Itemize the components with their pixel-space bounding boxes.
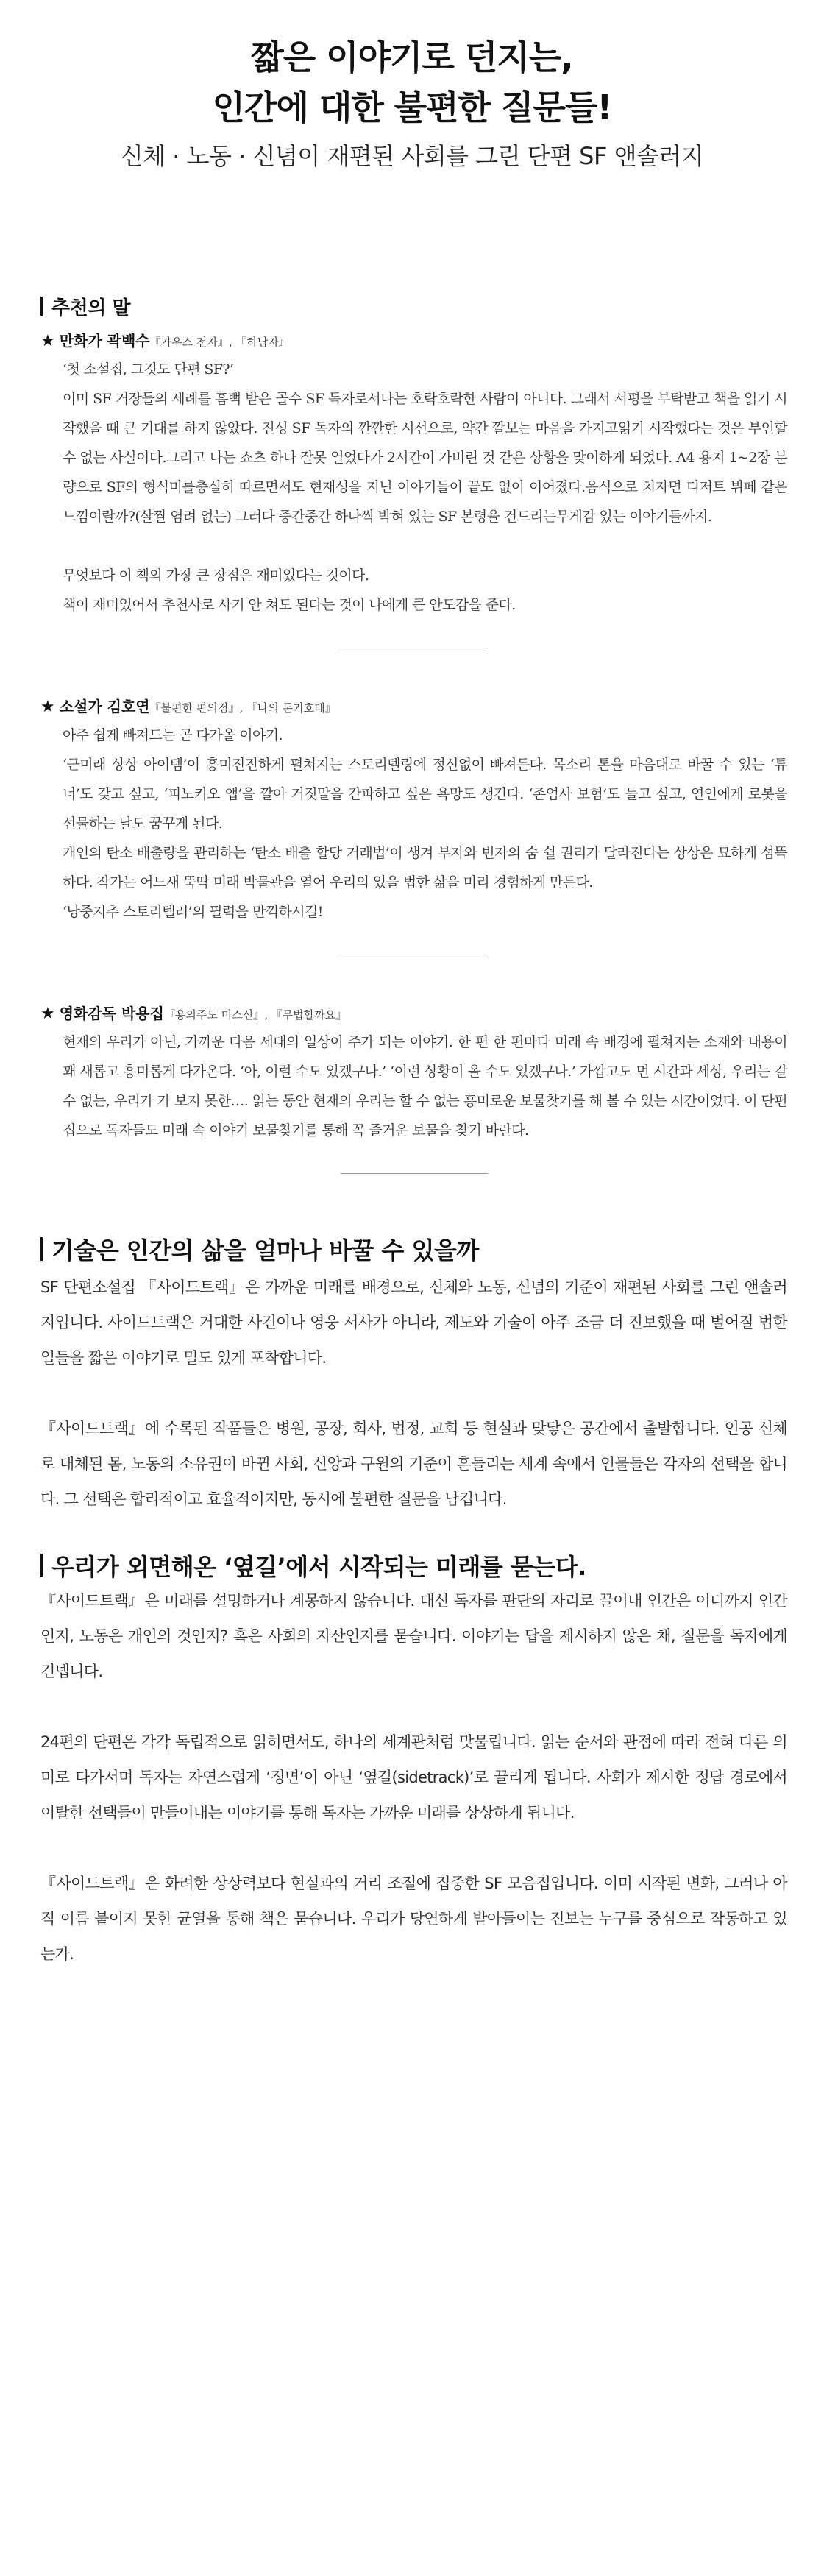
sidetrack-heading [40, 1549, 787, 1582]
hero-subtitle: 신체 · 노동 · 신념이 재편된 사회를 그린 단편 SF 앤솔러지 [120, 142, 704, 170]
recommender-books: 『용의주도 미스신』, 『무법할까요』 [163, 1008, 347, 1022]
recommender-name: 소설가 김호연 [59, 698, 150, 715]
recommendation-entry [40, 328, 787, 620]
recommendation-heading [40, 293, 787, 319]
tech-section [40, 1233, 787, 1517]
divider [341, 1173, 488, 1174]
star-icon: ★ [40, 332, 55, 350]
heading-bar [40, 1237, 43, 1261]
heading-bar [40, 1554, 43, 1577]
hero-title [0, 32, 824, 132]
recommendation-paragraph: 현재의 우리가 아닌, 가까운 다음 세대의 일상이 주가 되는 이야기. 한 편 한 편마다 미래 속 배경에 펼쳐지는 소재와 내용이 꽤 새롭고 흥미롭게 다가온다. ‘아, 이럴 수도 있겠구나.’ ‘이런 상황이 올 수도 있겠구나.’ 가깝고도 먼 시간과 세상, 우리는 갈 수 없는, 우리가 가 보지 못한…. 읽는 동안 현재의 우리는 할 수 없는 흥미로운 보물찾기를 해 볼 수 있는 시간이었다. 이 단편집으로 독자들도 미래 속 이야기 보물찾기를 통해 꼭 즐거운 보물을 찾기 바란다. [63, 1034, 787, 1139]
sidetrack-section [40, 1549, 787, 1972]
hero-title-line2: 인간에 대한 불편한 질문들! [212, 88, 612, 127]
recommendation-entry [40, 1001, 787, 1145]
recommendation-text [40, 355, 787, 620]
recommender-line [40, 694, 787, 721]
star-icon: ★ [40, 698, 55, 716]
tech-heading-text: 기술은 인간의 삶을 얼마나 바꿀 수 있을까 [52, 1236, 479, 1264]
recommendation-paragraph: 무엇보다 이 책의 가장 큰 장점은 재미있다는 것이다. [63, 567, 369, 584]
recommendation-entry [40, 694, 787, 927]
tech-heading [40, 1233, 787, 1265]
recommendation-paragraph: ‘첫 소설집, 그것도 단편 SF?’ [63, 361, 234, 378]
tech-body [40, 1270, 787, 1517]
recommendation-section [40, 293, 787, 1174]
star-icon: ★ [40, 1005, 55, 1023]
recommender-line [40, 1001, 787, 1027]
recommender-books: 『불편한 편의점』, 『나의 돈키호테』 [149, 701, 336, 715]
recommender-line [40, 328, 787, 355]
recommendation-paragraph: 아주 쉽게 빠져드는 곧 다가올 이야기. [63, 727, 283, 743]
recommendation-heading-text: 추천의 말 [52, 297, 131, 319]
sidetrack-body [40, 1583, 787, 1972]
recommendation-text [40, 1027, 787, 1145]
recommendation-paragraph: 책이 재미있어서 추천사로 사기 안 쳐도 된다는 것이 나에게 큰 안도감을 준다. [63, 597, 516, 613]
recommendation-paragraph: ‘낭중지추 스토리텔러’의 필력을 만끽하시길! [63, 904, 323, 920]
recommendation-text [40, 721, 787, 927]
body-paragraph: 『사이드트랙』은 화려한 상상력보다 현실과의 거리 조절에 집중한 SF 모음집입니다. 이미 시작된 변화, 그러나 아직 이름 붙이지 못한 균열을 통해 책은 묻습니다. 우리가 당연하게 받아들이는 진보는 누구를 중심으로 작동하고 있는가. [40, 1875, 787, 1963]
recommendation-paragraph: 이미 SF 거장들의 세례를 흠뻑 받은 골수 SF 독자로서나는 호락호락한 사람이 아니다. 그래서 서평을 부탁받고 책을 읽기 시작했을 때 큰 기대를 하지 않았다. 진성 SF 독자의 깐깐한 시선으로, 약간 깔보는 마음을 가지고읽기 시작했다는 것은 부인할 수 없는 사실이다.그리고 나는 쇼츠 하나 잘못 열었다가 2시간이 가버린 것 같은 상황을 맞이하게 되었다. A4 용지 1~2장 분량으로 SF의 형식미를충실히 따르면서도 현재성을 지닌 이야기들이 끝도 없이 이어졌다.음식으로 치자면 디저트 뷔페 같은 느낌이랄까?(살찔 염려 없는) 그러다 중간중간 하나씩 박혀 있는 SF 본령을 건드리는무게감 있는 이야기들까지. [63, 391, 787, 525]
recommendation-paragraph: 개인의 탄소 배출량을 관리하는 ‘탄소 배출 할당 거래법’이 생겨 부자와 빈자의 숨 쉴 권리가 달라진다는 상상은 묘하게 섬뜩하다. 작가는 어느새 뚝딱 미래 박물관을 열어 우리의 있을 법한 삶을 미리 경험하게 만든다. [63, 845, 787, 891]
recommendation-paragraph: ‘근미래 상상 아이템’이 흥미진진하게 펼쳐지는 스토리텔링에 정신없이 빠져든다. 목소리 톤을 마음대로 바꿀 수 있는 ‘튜너’도 갖고 싶고, ‘피노키오 앱’을 깔아 거짓말을 간파하고 싶은 욕망도 생긴다. ‘존엄사 보험’도 들고 싶고, 연인에게 로봇을 선물하는 날도 꿈꾸게 된다. [63, 757, 787, 832]
heading-bar [40, 297, 43, 316]
sidetrack-heading-text: 우리가 외면해온 ‘옆길’에서 시작되는 미래를 묻는다. [52, 1553, 586, 1581]
body-paragraph: 『사이드트랙』에 수록된 작품들은 병원, 공장, 회사, 법정, 교회 등 현실과 맞닿은 공간에서 출발합니다. 인공 신체로 대체된 몸, 노동의 소유권이 바뀐 사회, 신앙과 구원의 기준이 흔들리는 세계 속에서 인물들은 각자의 선택을 합니다. 그 선택은 합리적이고 효율적이지만, 동시에 불편한 질문을 남깁니다. [40, 1420, 787, 1508]
recommender-name: 영화감독 박용집 [59, 1005, 164, 1022]
content [0, 293, 824, 1972]
body-paragraph: SF 단편소설집 『사이드트랙』은 가까운 미래를 배경으로, 신체와 노동, 신념의 기준이 재편된 사회를 그린 앤솔러지입니다. 사이드트랙은 거대한 사건이나 영웅 서사가 아니라, 제도와 기술이 아주 조금 더 진보했을 때 벌어질 법한 일들을 짧은 이야기로 밀도 있게 포착합니다. [40, 1278, 787, 1367]
recommender-books: 『가우스 전자』, 『하남자』 [149, 336, 290, 349]
hero [0, 0, 824, 172]
hero-title-line1: 짧은 이야기로 던지는, [251, 38, 573, 77]
body-paragraph: 24편의 단편은 각각 독립적으로 읽히면서도, 하나의 세계관처럼 맞물립니다. 읽는 순서와 관점에 따라 전혀 다른 의미로 다가서며 독자는 자연스럽게 ‘정면’이 아닌 ‘옆길(sidetrack)’로 끌리게 됩니다. 사회가 제시한 정답 경로에서 이탈한 선택들이 만들어내는 이야기를 통해 독자는 가까운 미래를 상상하게 됩니다. [40, 1733, 787, 1822]
recommender-name: 만화가 곽백수 [59, 332, 150, 350]
body-paragraph: 『사이드트랙』은 미래를 설명하거나 계몽하지 않습니다. 대신 독자를 판단의 자리로 끌어내 인간은 어디까지 인간인지, 노동은 개인의 것인지? 혹은 사회의 자산인지를 묻습니다. 이야기는 답을 제시하지 않은 채, 질문을 독자에게 건넵니다. [40, 1592, 787, 1680]
